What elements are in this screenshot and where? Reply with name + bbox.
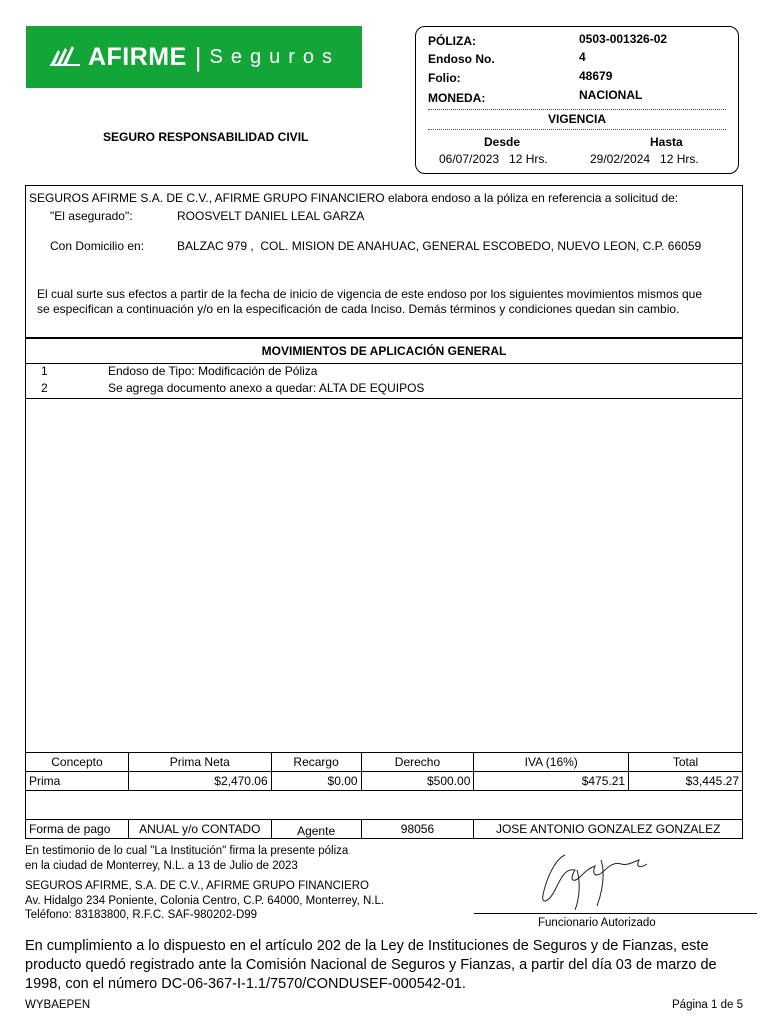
table-cell: $2,470.06 [128,772,271,791]
column-header: Prima Neta [128,753,271,772]
signature-icon [535,850,655,915]
desde-value: 06/07/2023 12 Hrs. [439,152,548,166]
poliza-value: 0503-001326-02 [579,32,668,46]
legal-line-1: En cumplimiento a lo dispuesto en el artículo 202 de la Ley de Instituciones de Seguros y de Fianzas, este [25,938,709,954]
efectos-text-1: El cual surte sus efectos a partir de la fecha de inicio de vigencia de este endoso por los siguientes movimientos mismos que [37,287,703,301]
domicilio-label: Con Domicilio en: [50,239,145,253]
table-cell: $0.00 [271,772,361,791]
legal-notice [25,937,747,994]
endoso-value: 4 [579,50,586,64]
policy-info-box [415,26,739,174]
movimientos-header: MOVIMIENTOS DE APLICACIÓN GENERAL [25,338,743,364]
column-header: Total [629,753,743,772]
hasta-value: 29/02/2024 12 Hrs. [590,152,699,166]
desde-label: Desde [484,135,521,149]
agente-name: JOSE ANTONIO GONZALEZ GONZALEZ [474,820,743,839]
poliza-label: PÓLIZA: [428,34,476,48]
hasta-label: Hasta [650,135,683,149]
document-title: SEGURO RESPONSABILIDAD CIVIL [103,130,309,144]
table-cell: $475.21 [474,772,629,791]
signature-line [474,913,757,914]
page-number: Página 1 de 5 [672,999,743,1011]
list-item-text: Se agrega documento anexo a quedar: ALTA DE EQUIPOS [108,381,425,395]
column-header: Derecho [361,753,474,772]
movimientos-list [25,364,743,752]
signature-label: Funcionario Autorizado [538,917,656,929]
legal-line-2: producto quedó registrado ante la Comisión Nacional de Seguros y Fianzas, a partir del día 03 de marzo de [25,957,717,973]
testimonio-line-2: en la ciudad de Monterrey, N.L. a 13 de Julio de 2023 [25,860,298,872]
efectos-text-2: se especifican a continuación y/o en la especificación de cada Inciso. Demás términos y condiciones quedan sin cambio. [37,302,680,316]
divider [428,129,726,130]
endoso-label: Endoso No. [428,52,495,66]
forma-pago-label: Forma de pago [26,820,129,839]
domicilio-value: BALZAC 979 , COL. MISION DE ANAHUAC, GENERAL ESCOBEDO, NUEVO LEON, C.P. 66059 [177,239,702,253]
afirme-feather-logo-icon [48,45,82,70]
company-name: SEGUROS AFIRME, S.A. DE C.V., AFIRME GRUPO FINANCIERO [25,880,369,892]
column-header: IVA (16%) [474,753,629,772]
moneda-label: MONEDA: [428,91,486,105]
company-phone: Teléfono: 83183800, R.F.C. SAF-980202-D99 [25,909,258,921]
column-header: Recargo [271,753,361,772]
folio-value: 48679 [579,69,613,83]
divider [428,109,726,110]
premium-table [25,752,743,839]
column-header: Concepto [26,753,129,772]
list-item-number: 1 [41,364,48,378]
agente-number: 98056 [361,820,474,839]
folio-label: Folio: [428,71,461,85]
asegurado-label: "El asegurado": [50,209,133,223]
table-header-row [26,753,743,772]
table-row [26,772,743,791]
spacer-row [26,791,743,820]
table-cell: $3,445.27 [629,772,743,791]
divider [26,398,742,399]
table-cell: Prima [26,772,129,791]
brand-name: AFIRME [87,42,187,71]
intro-text: SEGUROS AFIRME S.A. DE C.V., AFIRME GRUPO FINANCIERO elabora endoso a la póliza en referencia a solicitud de: [29,191,679,205]
legal-line-3: 1998, con el número DC-06-367-I-1.1/7570/CONDUSEF-000542-01. [25,976,466,992]
afirme-logo [26,26,362,88]
table-cell: $500.00 [361,772,474,791]
list-item-number: 2 [41,381,48,395]
agente-label: Agente [271,820,361,839]
logo-separator: | [194,41,202,72]
list-item-text: Endoso de Tipo: Modificación de Póliza [108,364,318,378]
asegurado-value: ROOSVELT DANIEL LEAL GARZA [177,209,365,223]
intro-section [25,185,743,338]
moneda-value: NACIONAL [579,88,643,102]
vigencia-label: VIGENCIA [547,112,606,126]
testimonio-line-1: En testimonio de lo cual "La Institución" firma la presente póliza [25,845,349,857]
payment-row [26,820,743,839]
company-address: Av. Hidalgo 234 Poniente, Colonia Centro, C.P. 64000, Monterrey, N.L. [25,895,385,907]
forma-pago-value: ANUAL y/o CONTADO [128,820,271,839]
brand-sub: Seguros [209,45,341,68]
document-code: WYBAEPEN [25,999,91,1011]
